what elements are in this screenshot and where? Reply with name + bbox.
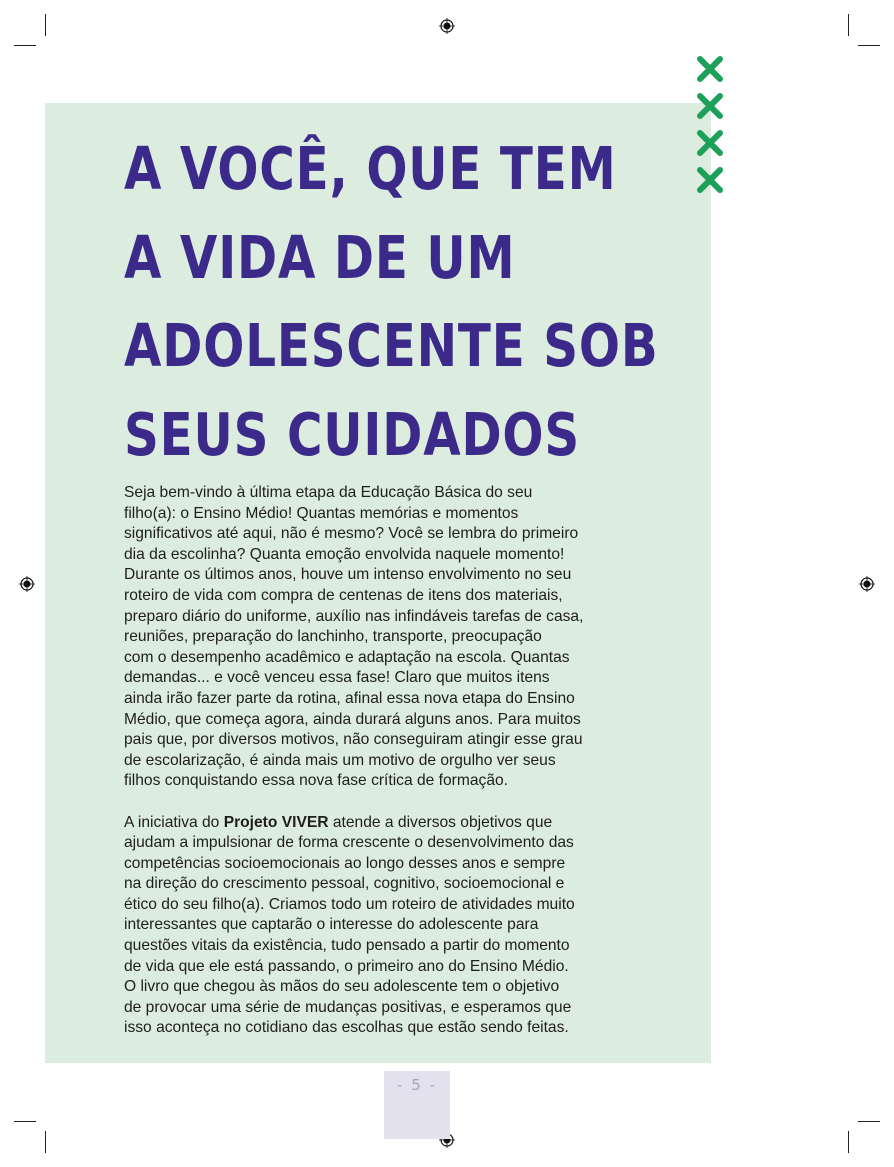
text-line: significativos até aqui, não é mesmo? Você se lembra do primeiro — [124, 525, 579, 543]
registration-mark-icon — [19, 576, 35, 592]
crop-mark — [848, 1131, 849, 1153]
x-mark-icon — [695, 91, 725, 121]
crop-mark — [14, 1121, 36, 1122]
text-line: Médio, que começa agora, ainda durará alguns anos. Para muitos — [124, 710, 581, 728]
title-line: ADOLESCENTE SOB — [124, 311, 659, 380]
crop-mark — [858, 1121, 880, 1122]
text-line: interessantes que captarão o interesse do adolescente para — [124, 916, 539, 934]
text-line: Seja bem-vindo à última etapa da Educação Básica do seu — [124, 484, 533, 501]
title-line: SEUS CUIDADOS — [124, 399, 581, 469]
text-line — [124, 813, 599, 834]
text-line: reuniões, preparação do lanchinho, transporte, preocupação — [124, 628, 542, 646]
x-mark-icon — [695, 128, 725, 158]
text-line: filho(a): o Ensino Médio! Quantas memórias e momentos — [124, 504, 519, 522]
text-line: de vida que ele está passando, o primeiro ano do Ensino Médio. — [124, 957, 569, 975]
x-marks-decoration — [695, 54, 729, 194]
text-line: competências socioemocionais ao longo desses anos e sempre — [124, 854, 566, 872]
title-line: A VIDA DE UM — [124, 222, 516, 292]
text-line: ajudam a impulsionar de forma crescente o desenvolvimento das — [124, 834, 574, 852]
text-line: de escolarização, é ainda mais um motivo de orgulho ver seus — [124, 751, 556, 769]
registration-mark-icon — [439, 18, 455, 34]
text-line: isso aconteça no cotidiano das escolhas que estão sendo feitas. — [124, 1019, 569, 1037]
page-number: - 5 - — [397, 1076, 437, 1094]
title-line: A VOCÊ, QUE TEM — [124, 134, 617, 203]
text-line: ainda irão fazer parte da rotina, afinal essa nova etapa do Ensino — [124, 689, 575, 707]
text-line: roteiro de vida com compra de centenas de itens dos materiais, — [124, 586, 563, 604]
crop-mark — [14, 45, 36, 46]
crop-mark — [45, 14, 46, 36]
text-line: demandas... e você venceu essa fase! Claro que muitos itens — [124, 669, 550, 687]
project-name: Projeto VIVER — [223, 813, 329, 831]
text-line: ético do seu filho(a). Criamos todo um roteiro de atividades muito — [124, 895, 575, 913]
crop-mark — [848, 14, 849, 36]
text-fragment: A iniciativa do — [124, 813, 224, 831]
text-line: Durante os últimos anos, houve um intenso envolvimento no seu — [124, 566, 572, 584]
text-line: na direção do crescimento pessoal, cognitivo, socioemocional e — [124, 875, 565, 893]
body-text — [124, 483, 599, 1039]
registration-mark-icon — [859, 576, 875, 592]
text-line: O livro que chegou às mãos do seu adolescente tem o objetivo — [124, 978, 560, 996]
paragraph-2 — [124, 813, 599, 1040]
text-line: com o desempenho acadêmico e adaptação na escola. Quantas — [124, 648, 570, 666]
text-line: de provocar uma série de mudanças positivas, e esperamos que — [124, 998, 572, 1016]
text-line: dia da escolinha? Quanta emoção envolvida naquele momento! — [124, 545, 565, 563]
crop-mark — [858, 45, 880, 46]
text-line: pais que, por diversos motivos, não conseguiram atingir esse grau — [124, 731, 583, 749]
crop-mark — [45, 1131, 46, 1153]
page-title — [124, 125, 659, 479]
text-fragment: atende a diversos objetivos que — [328, 813, 553, 831]
text-line: filhos conquistando essa nova fase crítica de formação. — [124, 772, 508, 790]
x-mark-icon — [695, 54, 725, 84]
paragraph-1 — [124, 483, 599, 792]
text-line: questões vitais da existência, tudo pensado a partir do momento — [124, 937, 570, 955]
x-mark-icon — [695, 165, 725, 195]
text-line: preparo diário do uniforme, auxílio nas infindáveis tarefas de casa, — [124, 607, 584, 625]
